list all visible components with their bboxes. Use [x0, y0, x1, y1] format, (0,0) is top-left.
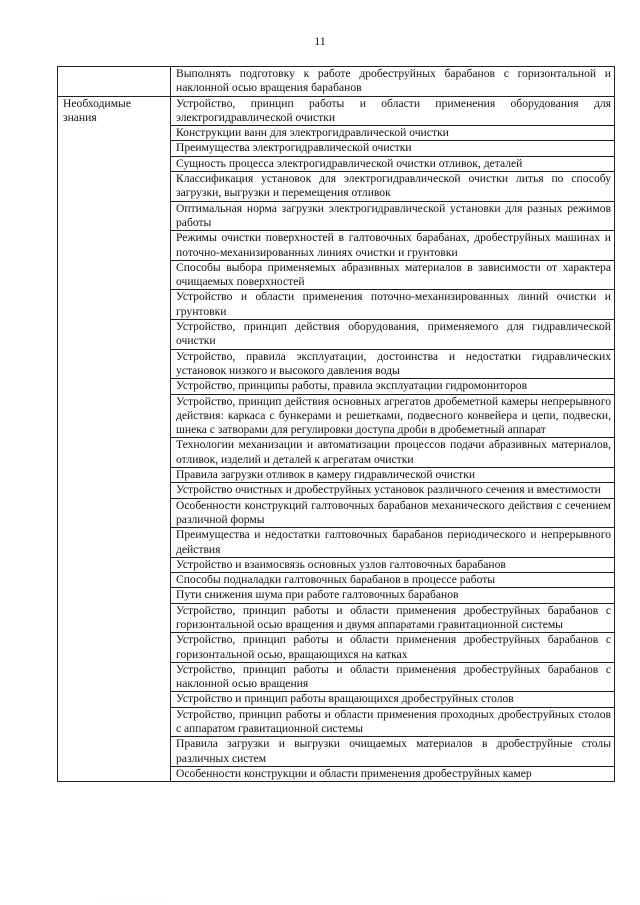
knowledge-item: Сущность процесса электрогидравлической очистки отливок, деталей: [171, 156, 615, 171]
knowledge-item: Особенности конструкции и области применения дробеструйных камер: [171, 766, 615, 781]
row-label-cell: [58, 67, 171, 97]
knowledge-item: Устройство, принцип работы и области применения проходных дробеструйных столов с аппаратом гравитационной системы: [171, 707, 615, 737]
knowledge-item: Устройство очистных и дробеструйных установок различного сечения и вместимости: [171, 483, 615, 498]
knowledge-item: Устройство, принцип работы и области применения оборудования для электрогидравлической очистки: [171, 96, 615, 126]
requirements-table: [57, 66, 615, 782]
knowledge-item: Пути снижения шума при работе галтовочных барабанов: [171, 588, 615, 603]
knowledge-item: Устройство и области применения поточно-механизированных линий очистки и грунтовки: [171, 290, 615, 320]
table-cell: Выполнять подготовку к работе дробеструйных барабанов с горизонтальной и наклонной осью вращения барабанов: [171, 67, 615, 97]
page-number: 11: [314, 34, 326, 48]
table-row: [58, 67, 615, 97]
knowledge-item: Правила загрузки и выгрузки очищаемых материалов в дробеструйные столы различных систем: [171, 737, 615, 767]
knowledge-item: Оптимальная норма загрузки электрогидравлической установки для разных режимов работы: [171, 201, 615, 231]
table-row: [58, 96, 615, 126]
knowledge-item: Устройство, принцип работы и области применения дробеструйных барабанов с наклонной осью вращения: [171, 662, 615, 692]
knowledge-item: Устройство, принцип действия оборудования, применяемого для гидравлической очистки: [171, 320, 615, 350]
section-label: Необходимые знания: [58, 96, 171, 782]
scan-artifact: · · · · · · · · ·: [100, 898, 164, 904]
knowledge-item: Преимущества и недостатки галтовочных барабанов периодического и непрерывного действия: [171, 528, 615, 558]
knowledge-item: Конструкции ванн для электрогидравлической очистки: [171, 126, 615, 141]
knowledge-item: Классификация установок для электрогидравлической очистки литья по способу загрузки, выгрузки и перемещения отливок: [171, 172, 615, 202]
knowledge-item: Устройство, правила эксплуатации, достоинства и недостатки гидравлических установок низкого и высокого давления воды: [171, 349, 615, 379]
knowledge-item: Устройство и принцип работы вращающихся дробеструйных столов: [171, 692, 615, 707]
knowledge-item: Способы подналадки галтовочных барабанов в процессе работы: [171, 573, 615, 588]
knowledge-item: Устройство, принцип работы и области применения дробеструйных барабанов с горизонтальной осью вращения и двумя аппаратами гравитационной системы: [171, 603, 615, 633]
knowledge-item: Особенности конструкций галтовочных барабанов механического действия с сечением различной формы: [171, 498, 615, 528]
knowledge-item: Правила загрузки отливок в камеру гидравлической очистки: [171, 468, 615, 483]
knowledge-item: Способы выбора применяемых абразивных материалов в зависимости от характера очищаемых поверхностей: [171, 260, 615, 290]
table-body: [58, 67, 615, 782]
knowledge-item: Режимы очистки поверхностей в галтовочных барабанах, дробеструйных машинах и поточно-механизированных линиях очистки и грунтовки: [171, 231, 615, 261]
knowledge-item: Технологии механизации и автоматизации процессов подачи абразивных материалов, отливок, изделий и деталей к агрегатам очистки: [171, 438, 615, 468]
knowledge-item: Устройство, принципы работы, правила эксплуатации гидромониторов: [171, 379, 615, 394]
knowledge-item: Устройство, принцип действия основных агрегатов дробеметной камеры непрерывного действия: каркаса с бункерами и решетками, подвесного конвейера и цепи, подвески, шнека с затворами для регулировки доступа дроби в дробеметный аппарат: [171, 394, 615, 438]
knowledge-item: Преимущества электрогидравлической очистки: [171, 141, 615, 156]
knowledge-item: Устройство, принцип работы и области применения дробеструйных барабанов с горизонтальной осью, вращающихся на катках: [171, 633, 615, 663]
knowledge-item: Устройство и взаимосвязь основных узлов галтовочных барабанов: [171, 557, 615, 572]
